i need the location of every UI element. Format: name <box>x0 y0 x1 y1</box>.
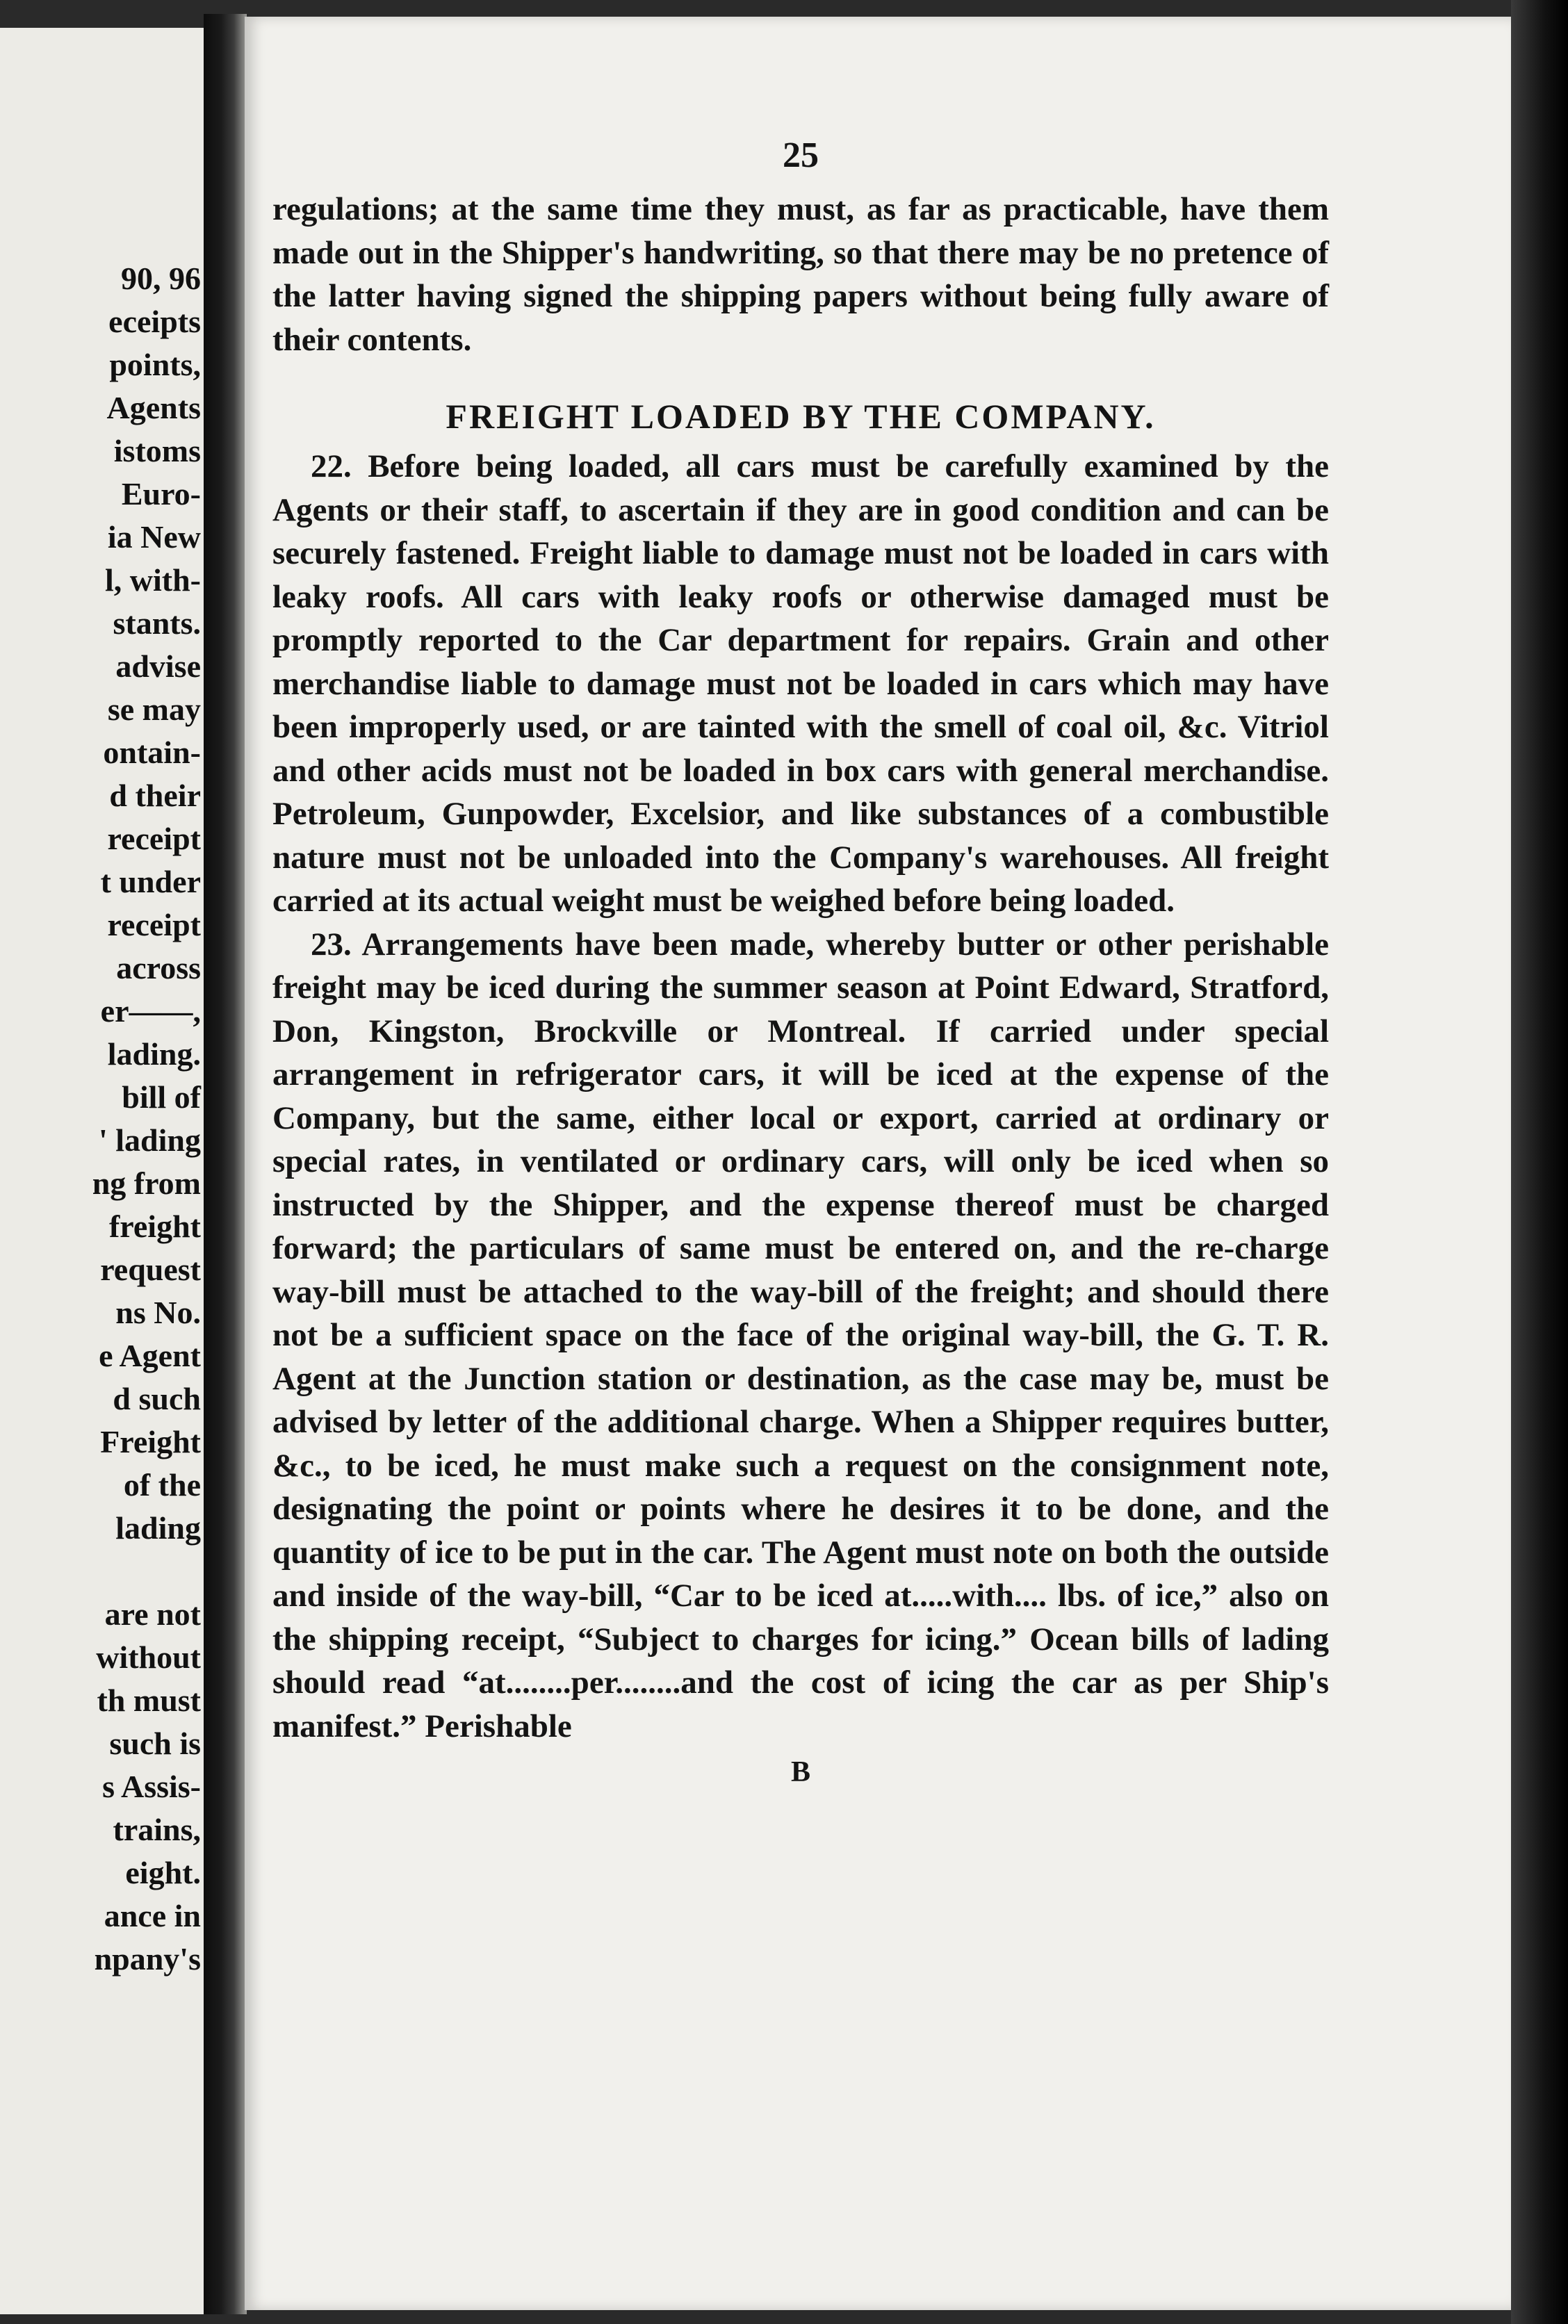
facing-page-line: se may <box>107 692 201 727</box>
facing-page-line: ' lading <box>98 1122 201 1158</box>
facing-page-line: l, with- <box>105 562 201 598</box>
facing-page-line: request <box>100 1252 201 1287</box>
facing-page-line: ns No. <box>115 1295 201 1330</box>
facing-page-line <box>6 1550 201 1593</box>
paragraph-23: 23. Arrangements have been made, whereby butter or other perishable freight may be iced during the summer season at Point Edward, Stratford, Don, Kingston, Brockville or Montreal. If carried under special arrangement in refrigerator cars, it will be iced at the expense of the Company, but the same, either local or export, carried at ordinary or special rates, in ventilated or ordinary cars, will only be iced when so instructed by the Shipper, and the expense thereof must be charged forward; the particulars of same must be entered on, and the re-charge way-bill must be attached to the way-bill of the freight; and should there not be a sufficient space on the face of the original way-bill, the G. T. R. Agent at the Junction station or destination, as the case may be, must be advised by letter of the additional charge. When a Shipper requires butter, &c., to be iced, he must make such a request on the consignment note, designating the point or points where he desires it to be done, and the quantity of ice to be put in the car. The Agent must note on both the outside and inside of the way-bill, “Car to be iced at.....with.... lbs. of ice,” also on the shipping receipt, “Subject to charges for icing.” Ocean bills of lading should read “at........per........and the cost of icing the car as per Ship's manifest.” Perishable <box>272 926 1329 1744</box>
facing-page-line: points, <box>109 347 201 382</box>
paragraph-22: 22. Before being loaded, all cars must be carefully examined by the Agents or their staff, to ascertain if they are in good condition and can be securely fastened. Freight liable to damage must not be loaded in cars with leaky roofs. All cars with leaky roofs or otherwise damaged must be promptly reported to the Car department for repairs. Grain and other merchandise liable to damage must not be loaded in cars which may have been improperly used, or are tainted with the smell of coal oil, &c. Vitriol and other acids must not be loaded in box cars with general merchandise. Petroleum, Gunpowder, Excelsior, and like substances of a combustible nature must not be unloaded into the Company's warehouses. All freight carried at its actual weight must be weighed before being loaded. <box>272 448 1329 919</box>
facing-page-line: bill of <box>122 1079 201 1115</box>
facing-page-line: t under <box>100 864 201 899</box>
facing-page-line: such is <box>109 1726 201 1761</box>
book-gutter <box>204 14 247 2314</box>
facing-page-line: lading. <box>107 1036 201 1072</box>
page-number: 25 <box>783 136 819 175</box>
facing-page-text <box>6 257 201 1981</box>
facing-page <box>0 28 205 2314</box>
facing-page-line: Agents <box>106 390 201 425</box>
intro-paragraph: regulations; at the same time they must, as far as practicable, have them made out in the Shipper's handwriting, so that there may be no pretence of the latter having signed the shipping papers without being fully aware of their contents. <box>272 191 1329 358</box>
facing-page-line: e Agent <box>99 1338 201 1373</box>
facing-page-line: npany's <box>94 1941 201 1977</box>
facing-page-line: freight <box>108 1209 201 1244</box>
page-content <box>272 128 1329 1794</box>
facing-page-line: advise <box>115 648 201 684</box>
facing-page-line: 90, 96 <box>121 261 201 296</box>
facing-page-line: of the <box>123 1467 201 1503</box>
facing-page-line: er——, <box>100 993 201 1029</box>
facing-page-line: d their <box>109 778 201 813</box>
facing-page-line: stants. <box>113 605 201 641</box>
facing-page-line: s Assis- <box>102 1769 201 1804</box>
facing-page-line: ance in <box>104 1898 201 1933</box>
signature-mark: B <box>790 1756 810 1788</box>
page-edge-shadow <box>1511 0 1568 2324</box>
facing-page-line: eight. <box>125 1855 201 1890</box>
facing-page-line: across <box>116 950 201 985</box>
facing-page-line: lading <box>115 1510 201 1546</box>
facing-page-line: Freight <box>100 1424 201 1459</box>
facing-page-line: Euro- <box>121 476 201 512</box>
facing-page-line: are not <box>104 1596 201 1632</box>
section-heading: FREIGHT LOADED BY THE COMPANY. <box>446 397 1156 436</box>
facing-page-line: d such <box>113 1381 201 1416</box>
facing-page-line: ia New <box>107 519 201 555</box>
facing-page-line: without <box>96 1639 201 1675</box>
facing-page-line: eceipts <box>108 304 201 339</box>
facing-page-line: trains, <box>113 1812 201 1847</box>
facing-page-line: istoms <box>113 433 201 468</box>
facing-page-line: th must <box>97 1683 201 1718</box>
facing-page-line: receipt <box>107 907 201 942</box>
facing-page-line: receipt <box>107 821 201 856</box>
facing-page-line: ontain- <box>103 735 201 770</box>
book-page <box>245 17 1511 2310</box>
facing-page-line: ng from <box>92 1165 201 1201</box>
